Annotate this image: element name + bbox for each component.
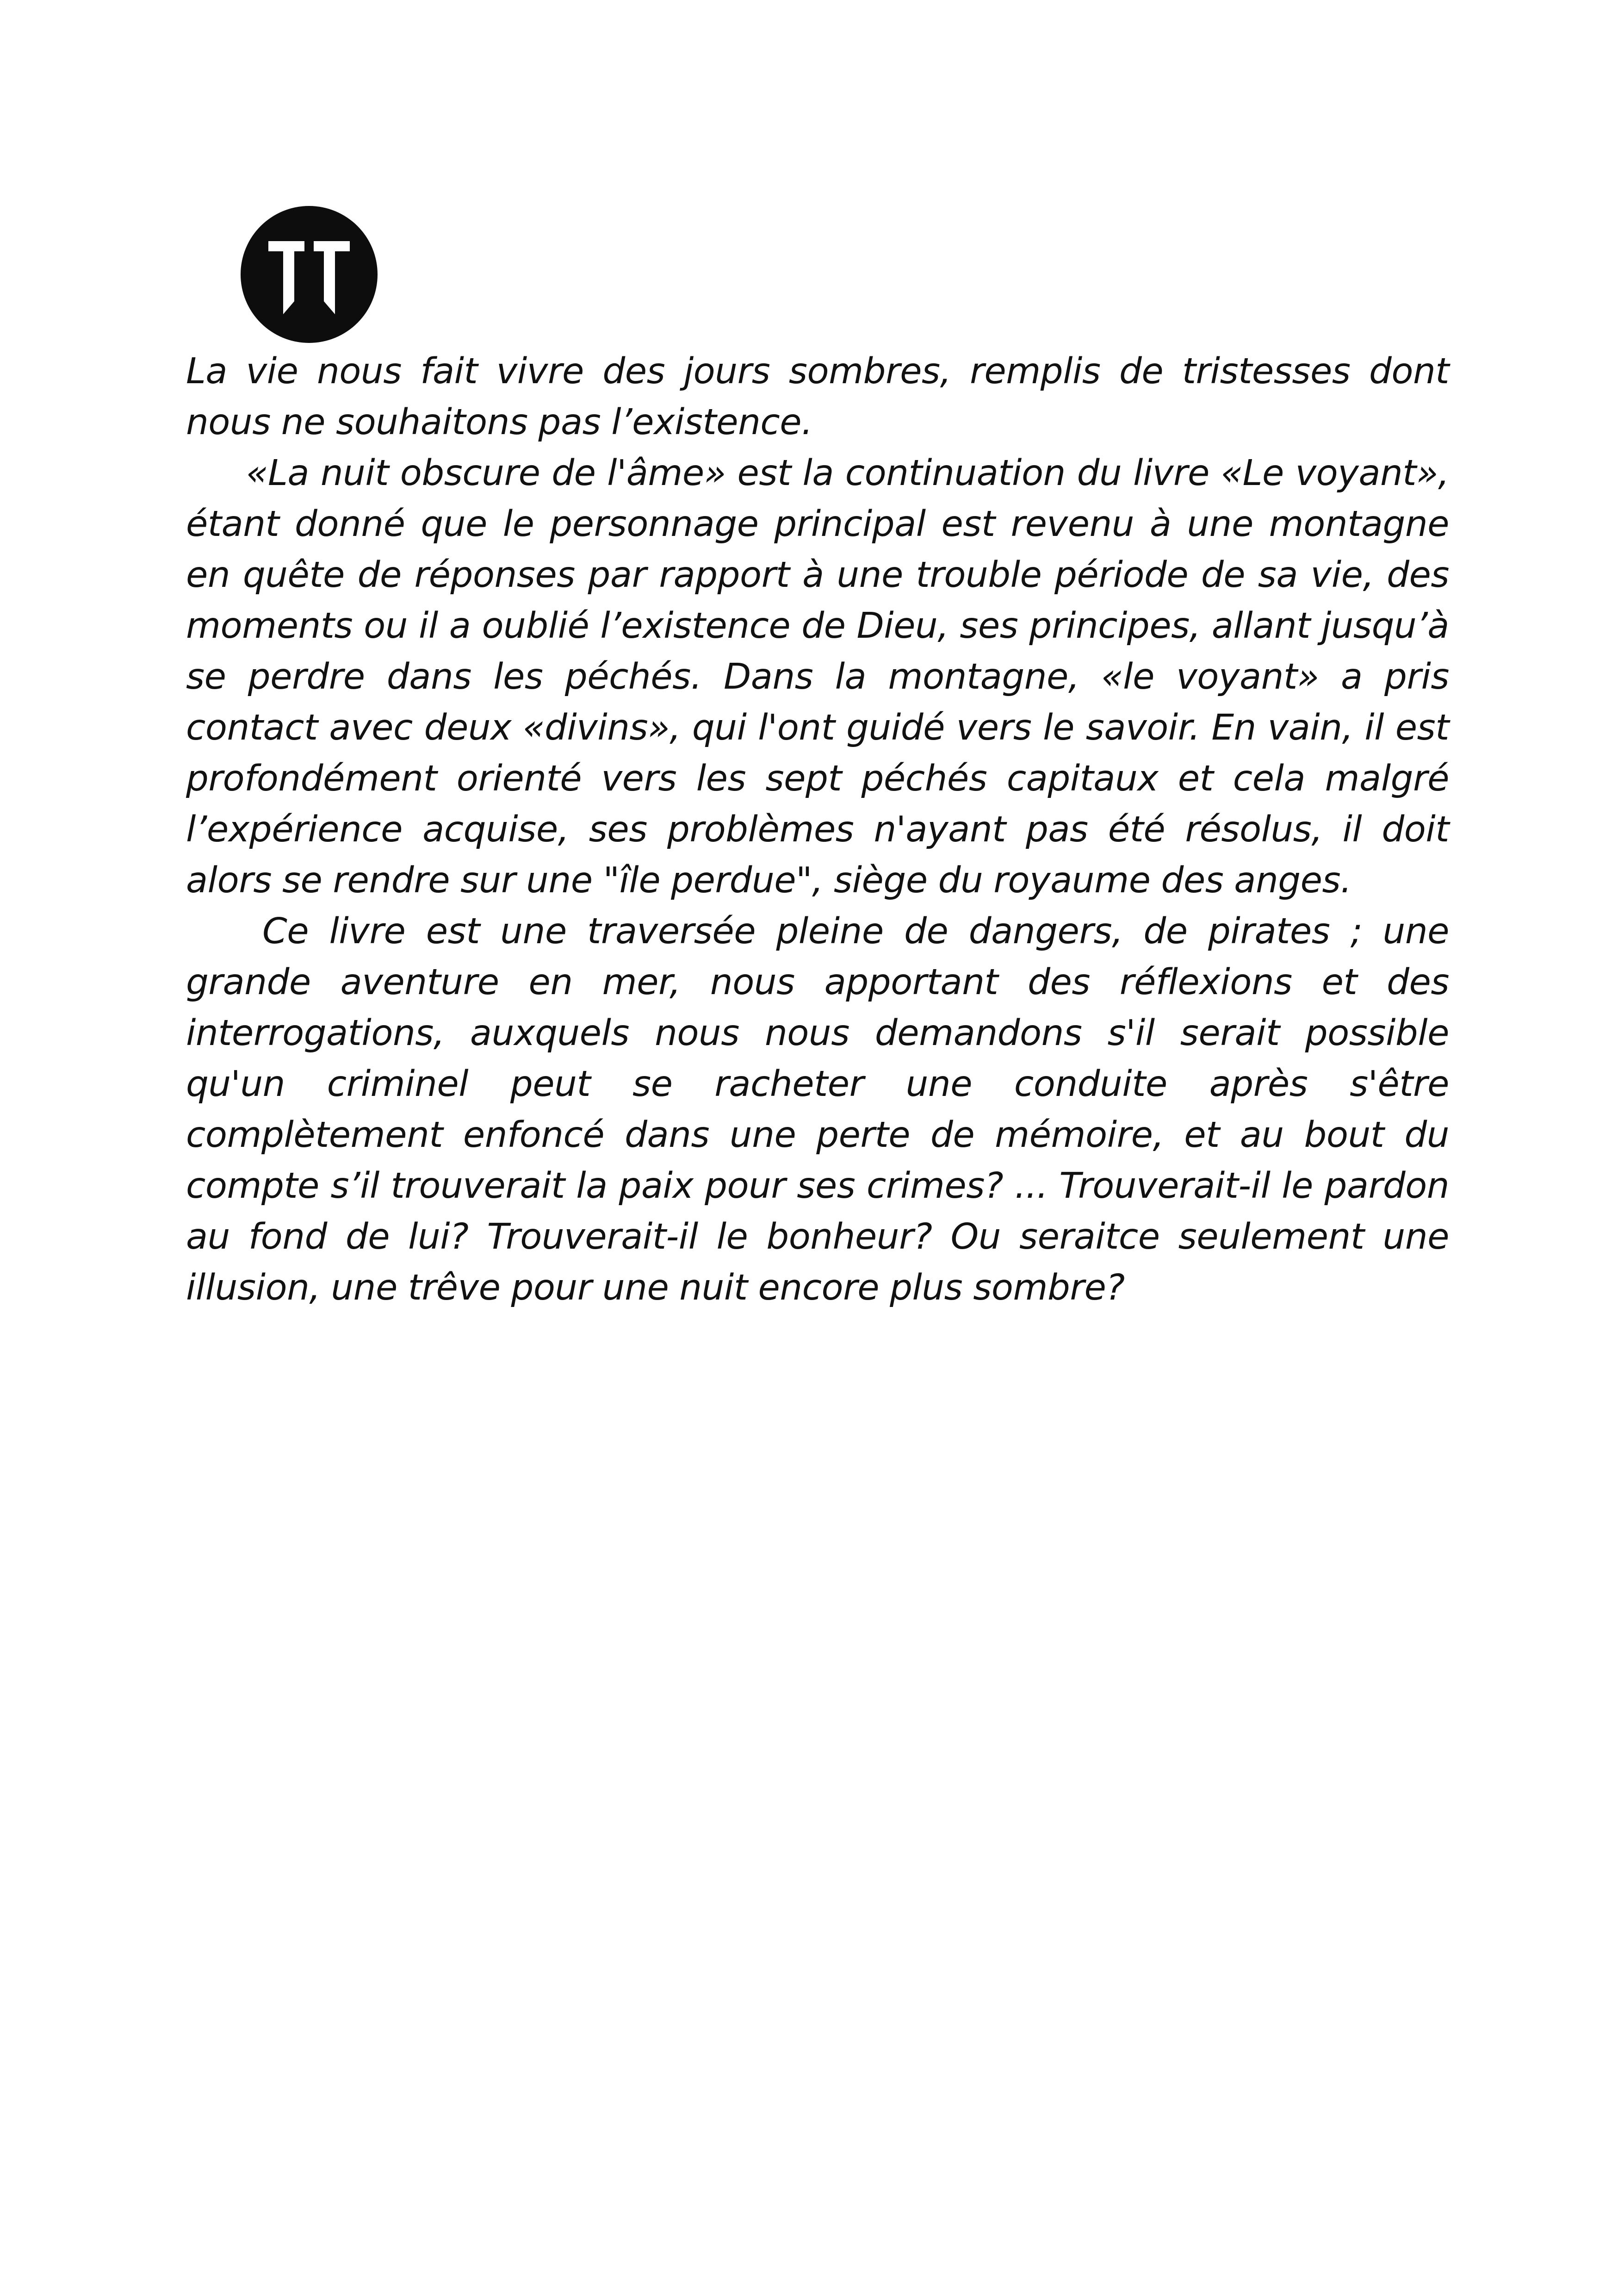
summary-paragraph-1: La vie nous fait vivre des jours sombres, remplis de tristesses dont nous ne souhaitons pas l’existence. [186,351,1449,443]
summary-text [186,346,1449,1313]
tt-monogram-logo-icon [240,205,378,344]
summary-paragraph-2: «La nuit obscure de l'âme» est la continuation du livre «Le voyant», étant donné que le personnage principal est revenu à une montagne en quête de réponses par rapport à une trouble période de sa vie, des moments ou il a oublié l’existence de Dieu, ses principes, allant jusqu’à se perdre dans les péchés. Dans la montagne, «le voyant» a pris contact avec deux «divins», qui l'ont guidé vers le savoir. En vain, il est profondément orienté vers les sept péchés capitaux et cela malgré l’expérience acquise, ses problèmes n'ayant pas été résolus, il doit alors se rendre sur une "île perdue", siège du royaume des anges. [186,453,1449,901]
summary-paragraph-3: Ce livre est une traversée pleine de dangers, de pirates ; une grande aventure en mer, nous apportant des réflexions et des interrogations, auxquels nous nous demandons s'il serait possible qu'un criminel peut se racheter une conduite après s'être complètement enfoncé dans une perte de mémoire, et au bout du compte s’il trouverait la paix pour ses crimes? ... Trouverait-il le pardon au fond de lui? Trouverait-il le bonheur? Ou seraitce seulement une illusion, une trêve pour une nuit encore plus sombre? [186,911,1449,1308]
